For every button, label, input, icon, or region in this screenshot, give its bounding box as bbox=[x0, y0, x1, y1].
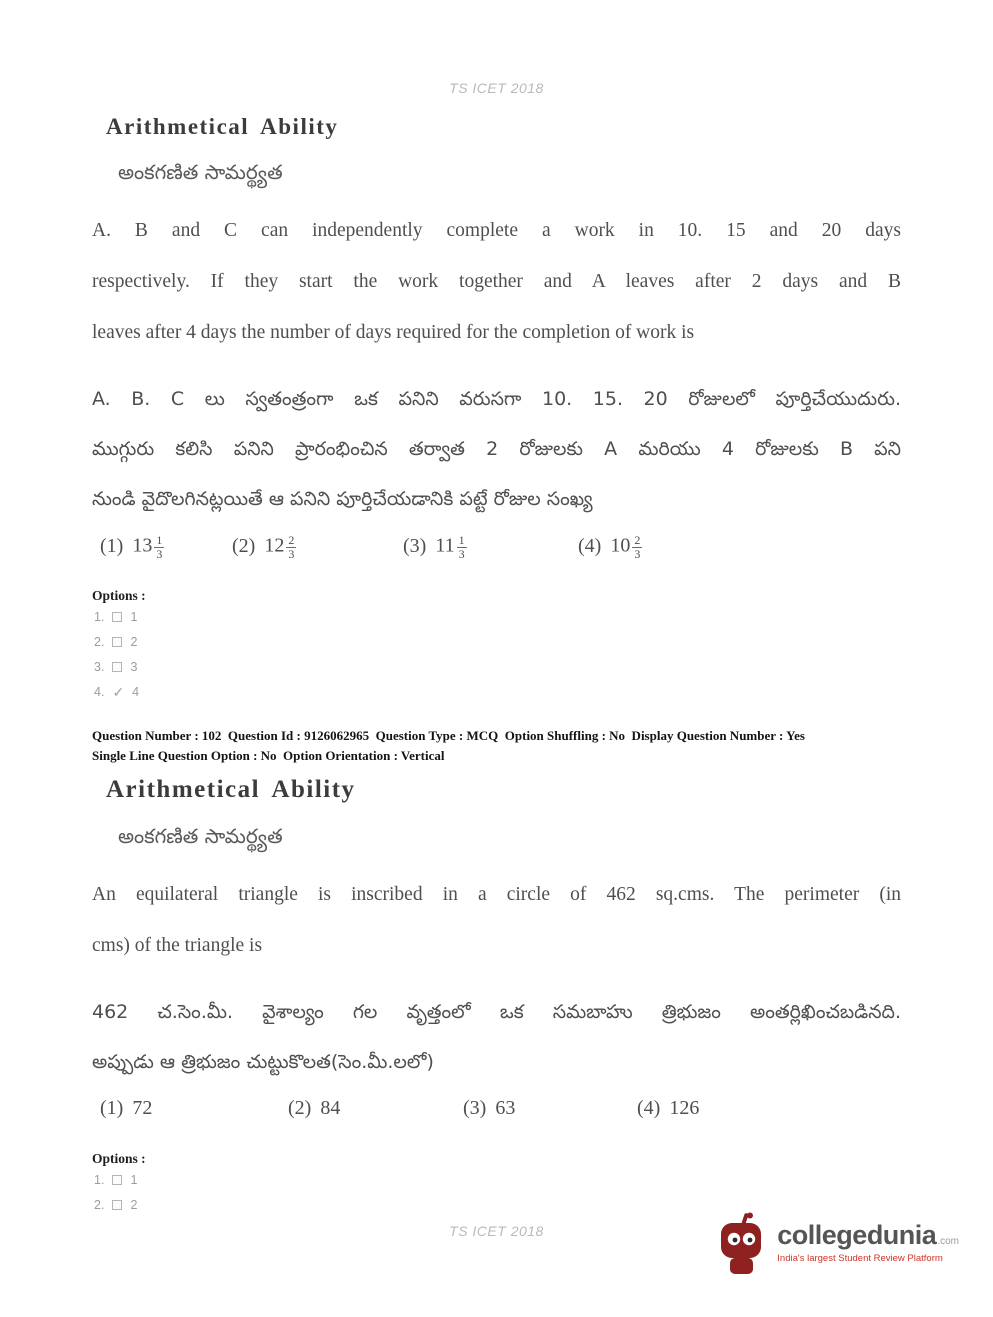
fraction bbox=[632, 534, 642, 560]
option-row-2[interactable] bbox=[94, 629, 901, 654]
question2-text-telugu bbox=[92, 987, 901, 1087]
choice-value: 126 bbox=[669, 1097, 700, 1120]
fraction-numerator: 2 bbox=[288, 533, 295, 547]
question-text-line: అప్పుడు ఆ త్రిభుజం చుట్టుకొలత(సెం.మీ.లలో) bbox=[92, 1051, 434, 1074]
option-value: 2 bbox=[130, 1197, 138, 1212]
question1-heading-telugu: అంకగణిత సామర్థ్యత bbox=[118, 160, 283, 184]
checkbox-icon[interactable] bbox=[112, 1175, 122, 1185]
choice-whole-number: 10 bbox=[610, 534, 631, 557]
choice-2 bbox=[232, 534, 296, 560]
question-text-line: leaves after 4 days the number of days required for the completion of work is bbox=[92, 322, 695, 343]
choice-prefix: (1) bbox=[100, 534, 124, 557]
choice-value: 72 bbox=[132, 1097, 153, 1120]
checkmark-icon[interactable]: ✓ bbox=[112, 683, 125, 700]
option-row-3[interactable] bbox=[94, 654, 901, 679]
choice-4 bbox=[637, 1097, 699, 1120]
collegedunia-mascot-icon bbox=[716, 1212, 768, 1283]
option-row-4-selected[interactable] bbox=[94, 679, 901, 704]
question1-answer-choices bbox=[92, 528, 901, 574]
choice-prefix: (2) bbox=[232, 534, 256, 557]
choice-1 bbox=[100, 1097, 152, 1120]
choice-prefix: (1) bbox=[100, 1097, 124, 1120]
checkbox-icon[interactable] bbox=[112, 612, 122, 622]
option-value: 2 bbox=[130, 634, 138, 649]
options-label: Options : bbox=[92, 588, 146, 603]
fraction-denominator: 3 bbox=[156, 546, 163, 561]
option-index: 1. bbox=[94, 1172, 105, 1187]
question2-text-english bbox=[92, 869, 901, 971]
choice-4 bbox=[578, 534, 642, 560]
option-index: 3. bbox=[94, 659, 105, 674]
question-text-line: 462 చ.సెం.మీ. వైశాల్యం గల వృత్తంలో ఒక సమబాహు త్రిభుజం అంతర్లిఖించబడినది. bbox=[92, 1001, 901, 1024]
collegedunia-logo-text bbox=[777, 1212, 959, 1264]
checkbox-icon[interactable] bbox=[112, 1200, 122, 1210]
choice-prefix: (4) bbox=[637, 1097, 661, 1120]
fraction bbox=[154, 534, 164, 560]
choice-3 bbox=[403, 534, 467, 560]
question1-text-telugu bbox=[92, 374, 901, 524]
question1-heading: Arithmetical Ability bbox=[106, 114, 339, 139]
option-index: 2. bbox=[94, 1197, 105, 1212]
options-label: Options : bbox=[92, 1151, 146, 1167]
option-row-1[interactable] bbox=[94, 604, 901, 629]
option-value: 4 bbox=[132, 684, 140, 699]
question-text-line: An equilateral triangle is inscribed in a circle of 462 sq.cms. The perimeter (in bbox=[92, 884, 901, 906]
option-index: 4. bbox=[94, 684, 105, 699]
choice-prefix: (4) bbox=[578, 534, 602, 557]
question-text-line: నుండి వైదొలగినట్లయితే ఆ పనిని పూర్తిచేయడానికి పట్టే రోజుల సంఖ్య bbox=[92, 488, 593, 510]
choice-2 bbox=[288, 1097, 340, 1120]
choice-whole-number: 12 bbox=[264, 534, 285, 557]
question-text-line: A. B and C can independently complete a work in 10. 15 and 20 days bbox=[92, 220, 901, 241]
option-row-1[interactable] bbox=[94, 1167, 901, 1192]
brand-tagline: India's largest Student Review Platform bbox=[777, 1253, 943, 1264]
checkbox-icon[interactable] bbox=[112, 637, 122, 647]
brand-name: collegedunia bbox=[777, 1220, 937, 1250]
fraction-denominator: 3 bbox=[288, 546, 295, 561]
collegedunia-logo[interactable] bbox=[716, 1212, 959, 1283]
metadata-line: Single Line Question Option : No Option Orientation : Vertical bbox=[92, 748, 445, 764]
choice-3 bbox=[463, 1097, 515, 1120]
choice-1 bbox=[100, 534, 164, 560]
metadata-line: Question Number : 102 Question Id : 9126062965 Question Type : MCQ Option Shuffling : No Display Question Number : Yes bbox=[92, 728, 805, 743]
question-text-line: ముగ్గురు కలిసి పనిని ప్రారంభించిన తర్వాత 2 రోజులకు A మరియు 4 రోజులకు B పని bbox=[92, 438, 901, 460]
choice-whole-number: 11 bbox=[435, 534, 455, 557]
fraction bbox=[286, 534, 296, 560]
choice-whole-number: 13 bbox=[132, 534, 153, 557]
question2-heading: Arithmetical Ability bbox=[106, 776, 356, 804]
choice-prefix: (3) bbox=[463, 1097, 487, 1120]
fraction-numerator: 1 bbox=[458, 533, 465, 547]
question2-heading-telugu: అంకగణిత సామర్థ్యత bbox=[118, 824, 283, 849]
choice-prefix: (3) bbox=[403, 534, 427, 557]
option-index: 1. bbox=[94, 609, 105, 624]
brand-domain: .com bbox=[937, 1236, 959, 1247]
question1-text-english bbox=[92, 205, 901, 358]
option-value: 1 bbox=[130, 1172, 138, 1187]
fraction-numerator: 1 bbox=[156, 533, 163, 547]
watermark-top: TS ICET 2018 bbox=[449, 80, 544, 96]
checkbox-icon[interactable] bbox=[112, 662, 122, 672]
question-metadata bbox=[92, 726, 901, 766]
option-value: 1 bbox=[130, 609, 138, 624]
option-index: 2. bbox=[94, 634, 105, 649]
fraction bbox=[457, 534, 467, 560]
choice-prefix: (2) bbox=[288, 1097, 312, 1120]
choice-value: 63 bbox=[495, 1097, 516, 1120]
question-text-line: A. B. C లు స్వతంత్రంగా ఒక పనిని వరుసగా 10. 15. 20 రోజులలో పూర్తిచేయుదురు. bbox=[92, 388, 901, 410]
choice-value: 84 bbox=[320, 1097, 341, 1120]
fraction-numerator: 2 bbox=[634, 533, 641, 547]
document-content bbox=[0, 114, 993, 1217]
question2-answer-choices bbox=[92, 1091, 901, 1137]
fraction-denominator: 3 bbox=[458, 546, 465, 561]
question-text-line: respectively. If they start the work together and A leaves after 2 days and B bbox=[92, 271, 901, 292]
watermark-bottom: TS ICET 2018 bbox=[449, 1223, 544, 1240]
option-value: 3 bbox=[130, 659, 138, 674]
fraction-denominator: 3 bbox=[634, 546, 641, 561]
question-text-line: cms) of the triangle is bbox=[92, 935, 263, 957]
